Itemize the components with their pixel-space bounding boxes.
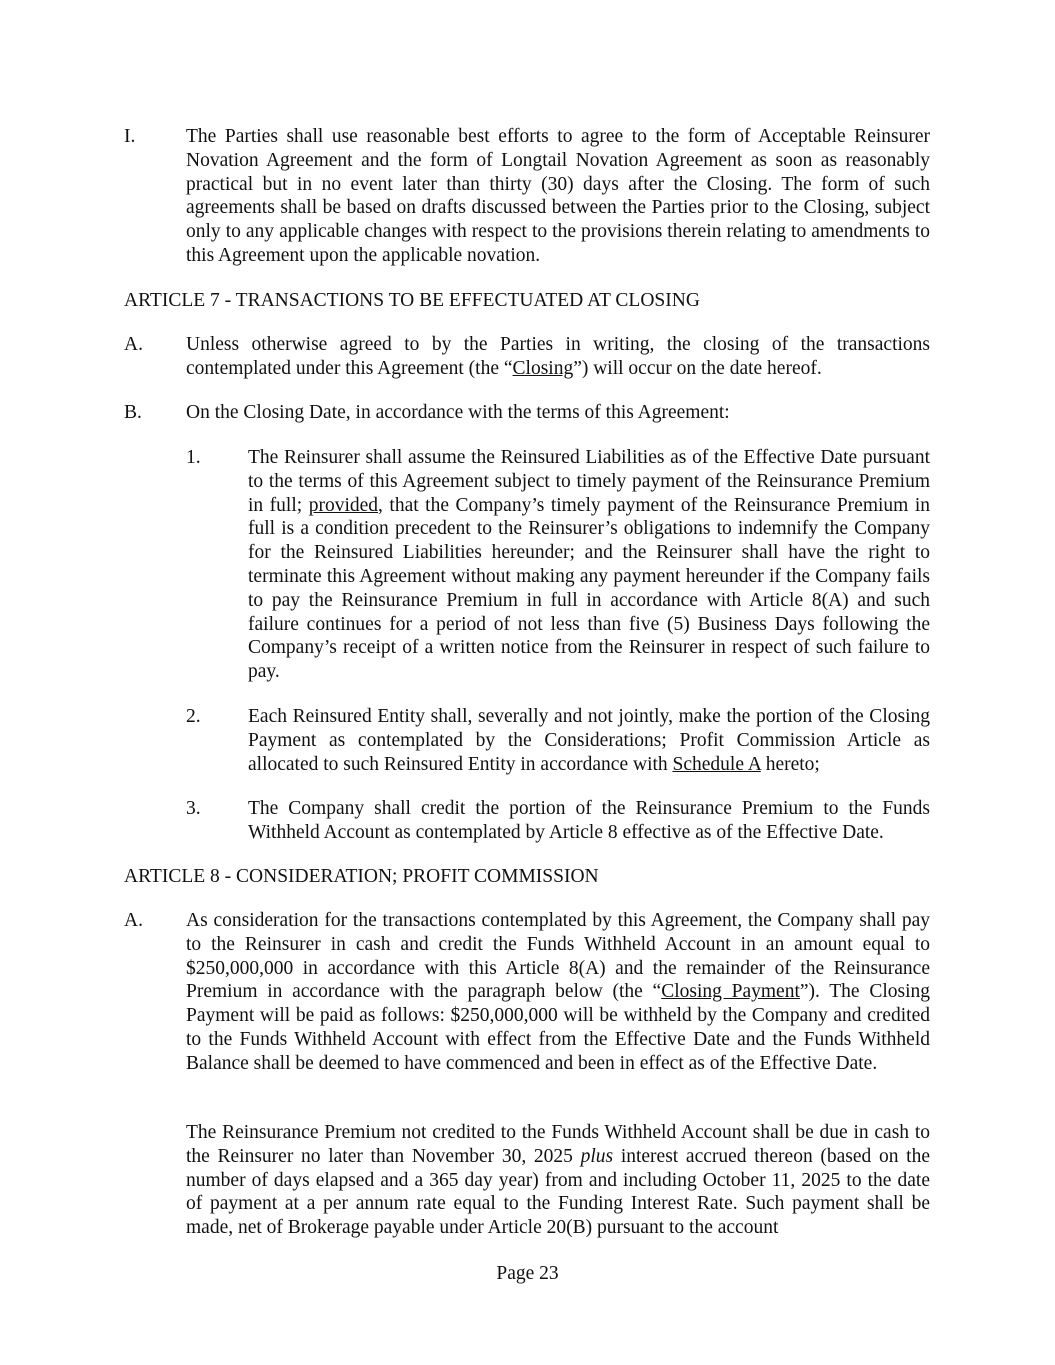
item-1-label: 1.	[186, 447, 201, 468]
section-i-label: I.	[124, 126, 136, 147]
item-1-text	[248, 446, 930, 684]
text-part: interest accrued thereon (based on the number of days elapsed and a 365 day year) from and including October 11, 2025 to the date of payment at a per annum rate equal to the Funding Interest Rate. Such payment shall be made, net of Brokerage payable under Article 20(B) pursuant to the account	[186, 1145, 930, 1239]
text-part: Unless otherwise agreed to by the Parties in writing, the closing of the transactions contemplated under this Agreement (the “	[186, 334, 930, 379]
text-part: , that the Company’s timely payment of the Reinsurance Premium in full is a condition precedent to the Reinsurer’s obligations to indemnify the Company for the Reinsured Liabilities hereunder; and the Reinsurer shall have the right to terminate this Agreement without making any payment hereunder if the Company fails to pay the Reinsurance Premium in full in accordance with Article 8(A) and such failure continues for a period of not less than five (5) Business Days following the Company’s receipt of a written notice from the Reinsurer in respect of such failure to pay.	[248, 494, 931, 683]
item-2-text	[248, 705, 930, 776]
item-3-text: The Company shall credit the portion of the Reinsurance Premium to the Funds Withheld Account as contemplated by Article 8 effective as of the Effective Date.	[248, 798, 930, 843]
text-part: hereto;	[760, 753, 820, 775]
article-7-b-text: On the Closing Date, in accordance with the terms of this Agreement:	[186, 402, 730, 423]
text-part: The Reinsurer shall assume the Reinsured Liabilities as of the Effective Date pursuant to the terms of this Agreement subject to timely payment of the Reinsurance Premium in full;	[248, 447, 930, 516]
provided-term: provided	[308, 494, 379, 516]
article-8-a-text	[186, 909, 930, 1076]
item-2-label: 2.	[186, 706, 201, 727]
text-part: ”) will occur on the date hereof.	[573, 357, 822, 379]
section-i	[124, 125, 930, 268]
closing-payment-term: Closing Payment	[661, 981, 800, 1003]
text-part: As consideration for the transactions contemplated by this Agreement, the Company shall pay to the Reinsurer in cash and credit the Funds Withheld Account in an amount equal to $250,000,000 in accordance with this Article 8(A) and the remainder of the Reinsurance Premium in accordance with the paragraph below (the “	[186, 910, 930, 1003]
item-3-label: 3.	[186, 798, 201, 819]
article-7-b-item-2	[186, 705, 930, 776]
schedule-a-term: Schedule A	[672, 753, 761, 775]
closing-defined-term: Closing	[512, 357, 574, 379]
article-7-b-label: B.	[124, 402, 142, 423]
article-8-heading: ARTICLE 8 - CONSIDERATION; PROFIT COMMISSION	[124, 866, 599, 887]
article-7-a	[124, 333, 930, 381]
article-7-heading: ARTICLE 7 - TRANSACTIONS TO BE EFFECTUATED AT CLOSING	[124, 290, 700, 311]
section-i-text: The Parties shall use reasonable best efforts to agree to the form of Acceptable Reinsurer Novation Agreement and the form of Longtail Novation Agreement as soon as reasonably practical but in no event later than thirty (30) days after the Closing. The form of such agreements shall be based on drafts discussed between the Parties prior to the Closing, subject only to any applicable changes with respect to the provisions therein relating to amendments to this Agreement upon the applicable novation.	[186, 126, 930, 266]
article-7-a-label: A.	[124, 334, 143, 355]
text-part: The Reinsurance Premium not credited to the Funds Withheld Account shall be due in cash to the Reinsurer no later than November 30, 2025	[186, 1122, 930, 1167]
text-part: Each Reinsured Entity shall, severally and not jointly, make the portion of the Closing Payment as contemplated by the Considerations; Profit Commission Article as allocated to such Reinsured Entity in accordance with	[248, 706, 930, 775]
text-part: ”). The Closing Payment will be paid as follows: $250,000,000 will be withheld by the Company and credited to the Funds Withheld Account with effect from the Effective Date and the Funds Withheld Balance shall be deemed to have commenced and been in effect as of the Effective Date.	[186, 981, 930, 1074]
article-7-a-text	[186, 333, 930, 381]
article-7-b-item-3	[186, 797, 930, 845]
article-8-a-label: A.	[124, 910, 143, 931]
article-8-a	[124, 909, 930, 1076]
article-8-paragraph-2	[186, 1121, 930, 1240]
article-7-b-item-1	[186, 446, 930, 684]
page-number: Page 23	[496, 1263, 559, 1284]
article-7-b	[124, 401, 930, 425]
plus-emphasis: plus	[580, 1145, 614, 1167]
